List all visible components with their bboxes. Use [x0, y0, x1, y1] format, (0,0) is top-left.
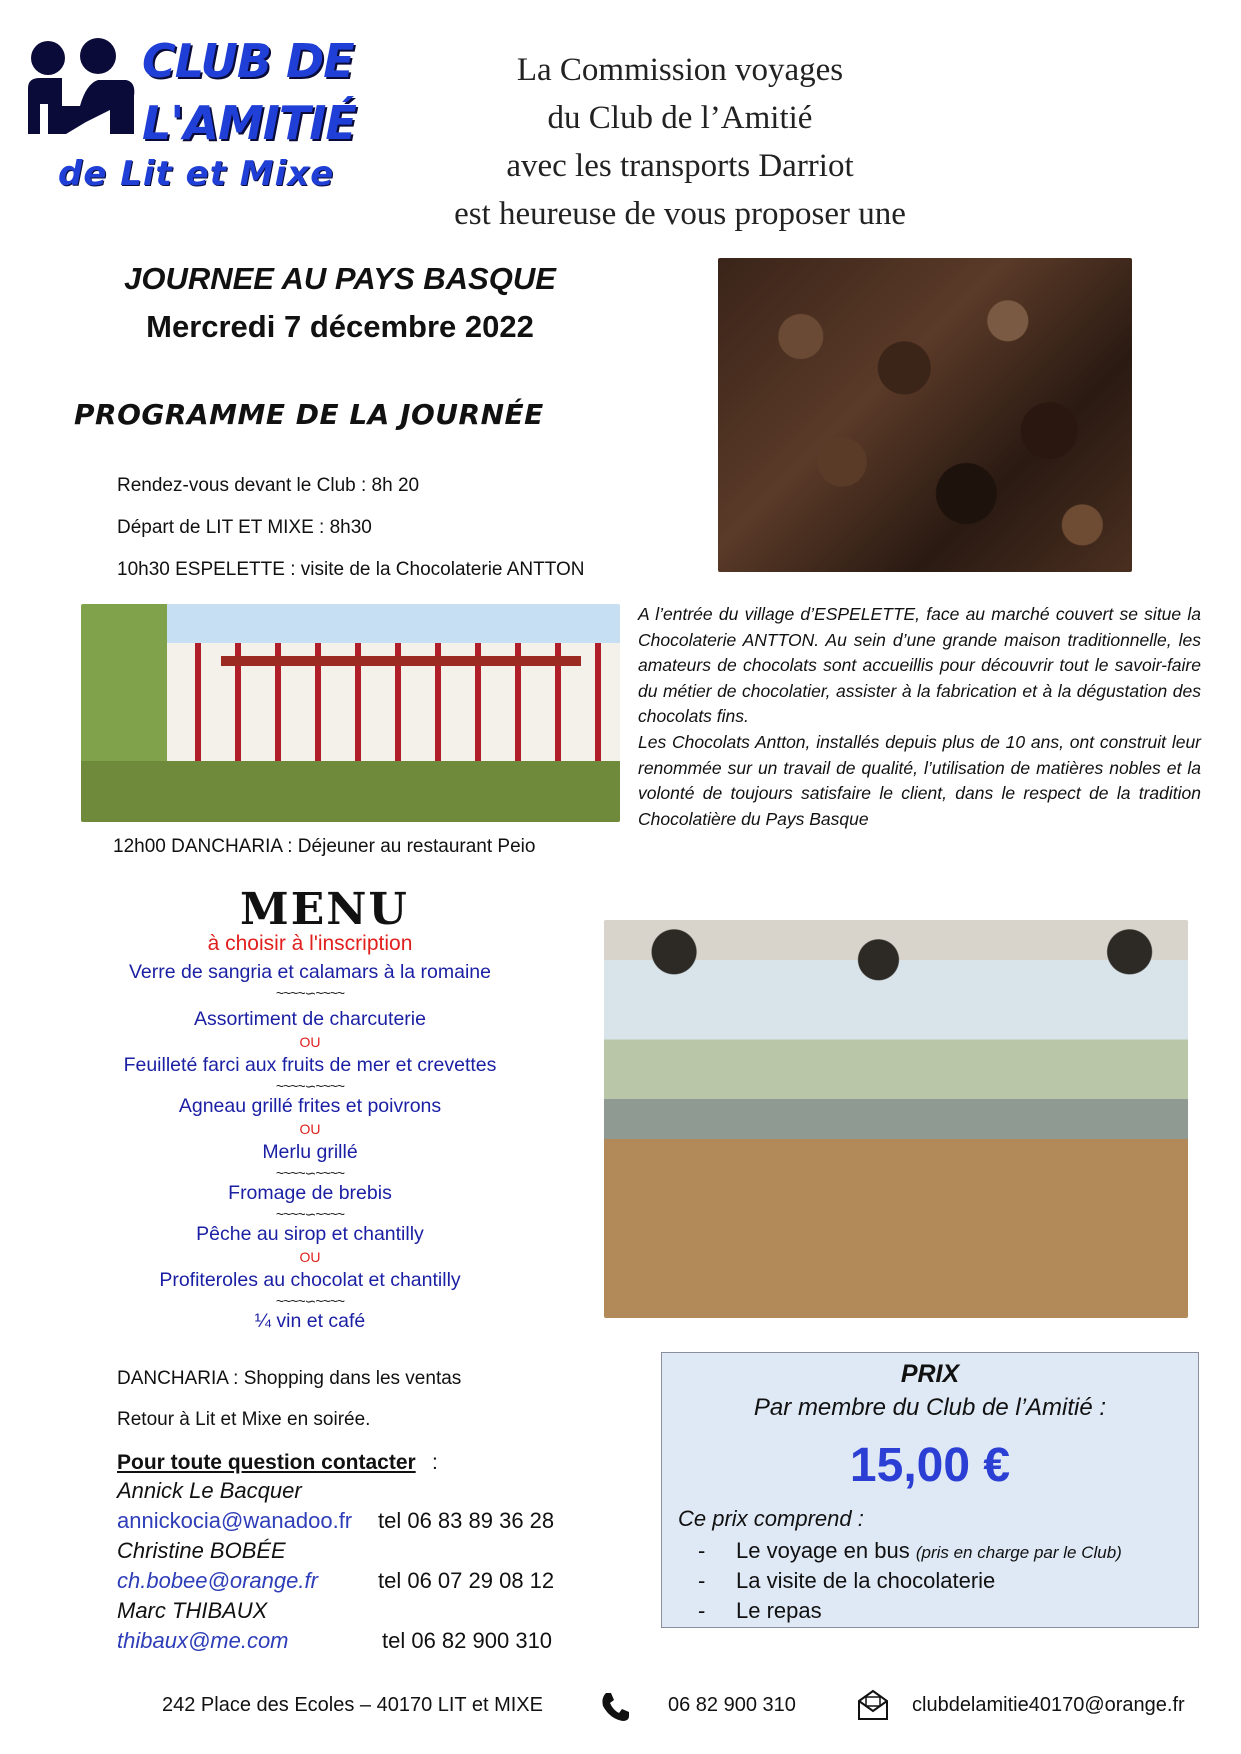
list-dash: -: [698, 1538, 706, 1563]
flourish-divider: ~~~~∽~~~~: [275, 1165, 345, 1181]
envelope-icon: [856, 1688, 890, 1722]
chocolaterie-photo: [81, 604, 620, 822]
flourish-divider: ~~~~∽~~~~: [275, 1078, 345, 1094]
price-include-text: Le repas: [736, 1598, 822, 1623]
schedule-depart: Départ de LIT ET MIXE : 8h30: [117, 517, 372, 538]
menu-main-a: Agneau grillé frites et poivrons: [178, 1095, 442, 1117]
menu-dessert-b: Profiteroles au chocolat et chantilly: [159, 1269, 461, 1291]
contact-phone: tel 06 82 900 310: [382, 1628, 553, 1653]
flourish-divider: ~~~~∽~~~~: [275, 985, 345, 1001]
price-includes-label: Ce prix comprend :: [678, 1506, 864, 1531]
price-include-item: [698, 1596, 1122, 1626]
logo-text-line3: de Lit et Mixe: [58, 154, 335, 194]
price-include-item: [698, 1536, 1122, 1566]
contact-phone: tel 06 07 29 08 12: [378, 1568, 555, 1593]
chocolates-photo: [718, 258, 1132, 572]
schedule-rdv: Rendez-vous devant le Club : 8h 20: [117, 475, 420, 496]
schedule-return: Retour à Lit et Mixe en soirée.: [117, 1409, 371, 1430]
price-include-text: Le voyage en bus: [736, 1538, 910, 1563]
programme-title: PROGRAMME DE LA JOURNÉE: [74, 398, 544, 431]
price-include-text: La visite de la chocolaterie: [736, 1568, 996, 1593]
price-include-item: [698, 1566, 1122, 1596]
footer-email[interactable]: clubdelamitie40170@orange.fr: [912, 1694, 1185, 1716]
restaurant-photo: [604, 920, 1188, 1318]
schedule-lunch: 12h00 DANCHARIA : Déjeuner au restaurant Peio: [113, 836, 536, 857]
chocolaterie-description: [638, 602, 1201, 832]
contact-heading-colon: :: [432, 1451, 438, 1474]
price-include-note: (pris en charge par le Club): [915, 1543, 1122, 1562]
intro-line: du Club de l’Amitié: [547, 100, 813, 136]
price-title: PRIX: [900, 1360, 960, 1388]
intro-line: La Commission voyages: [516, 52, 844, 88]
logo-text-line1: CLUB DE: [142, 34, 354, 88]
menu-main-b: Merlu grillé: [262, 1141, 358, 1163]
club-logo-icon: [26, 36, 136, 144]
list-dash: -: [698, 1598, 706, 1623]
contact-email[interactable]: thibaux@me.com: [117, 1628, 289, 1653]
menu-or: OU: [299, 1249, 321, 1265]
description-paragraph: A l’entrée du village d’ESPELETTE, face au marché couvert se situe la Chocolaterie ANTTON. Au sein d’une grande maison traditionnelle, les amateurs de chocolats sont accueillis pour découvrir tout le savoir-faire du métier de chocolatier, assister à la fabrication et à la dégustation des chocolats fins.: [638, 604, 1201, 727]
price-subtitle: Par membre du Club de l’Amitié :: [753, 1394, 1107, 1421]
trip-heading: [60, 255, 620, 351]
menu-dessert-a: Pêche au sirop et chantilly: [196, 1223, 424, 1245]
intro-text: [380, 46, 980, 238]
menu-entree-a: Assortiment de charcuterie: [194, 1008, 426, 1030]
trip-title: JOURNEE AU PAYS BASQUE: [124, 261, 556, 296]
intro-line: est heureuse de vous proposer une: [454, 196, 906, 232]
menu-list: [90, 958, 530, 1336]
contact-name: Annick Le Bacquer: [117, 1478, 302, 1503]
intro-line: avec les transports Darriot: [506, 148, 854, 184]
menu-title: MENU: [240, 884, 409, 935]
flourish-divider: ~~~~∽~~~~: [275, 1206, 345, 1222]
contact-heading: Pour toute question contacter: [117, 1451, 416, 1474]
contact-email[interactable]: ch.bobee@orange.fr: [117, 1568, 318, 1593]
trip-date: Mercredi 7 décembre 2022: [146, 309, 534, 344]
schedule-shopping: DANCHARIA : Shopping dans les ventas: [117, 1368, 462, 1389]
flourish-divider: ~~~~∽~~~~: [275, 1293, 345, 1309]
contact-name: Christine BOBÉE: [117, 1538, 286, 1563]
phone-icon: [598, 1690, 632, 1724]
footer-address: 242 Place des Ecoles – 40170 LIT et MIXE: [162, 1694, 543, 1716]
menu-entree-b: Feuilleté farci aux fruits de mer et crevettes: [123, 1054, 497, 1076]
contact-phone: tel 06 83 89 36 28: [378, 1508, 555, 1533]
menu-or: OU: [299, 1034, 321, 1050]
footer-phone: 06 82 900 310: [668, 1694, 796, 1716]
contact-email[interactable]: annickocia@wanadoo.fr: [117, 1508, 353, 1533]
menu-or: OU: [299, 1121, 321, 1137]
menu-cheese: Fromage de brebis: [228, 1182, 392, 1204]
menu-subtitle: à choisir à l'inscription: [207, 932, 413, 955]
menu-starter: Verre de sangria et calamars à la romaine: [128, 961, 492, 983]
price-amount: 15,00 €: [849, 1439, 1011, 1492]
description-paragraph: Les Chocolats Antton, installés depuis plus de 10 ans, ont construit leur renommée sur un travail de qualité, l’utilisation de matières nobles et la volonté de toujours satisfaire le client, dans le respect de la tradition Chocolatière du Pays Basque: [638, 731, 1201, 829]
price-includes-list: [698, 1536, 1122, 1626]
list-dash: -: [698, 1568, 706, 1593]
menu-drinks: ¼ vin et café: [254, 1310, 366, 1332]
logo-text-line2: L'AMITIÉ: [142, 96, 356, 150]
contact-name: Marc THIBAUX: [117, 1598, 268, 1623]
schedule-visit: 10h30 ESPELETTE : visite de la Chocolaterie ANTTON: [117, 559, 585, 580]
